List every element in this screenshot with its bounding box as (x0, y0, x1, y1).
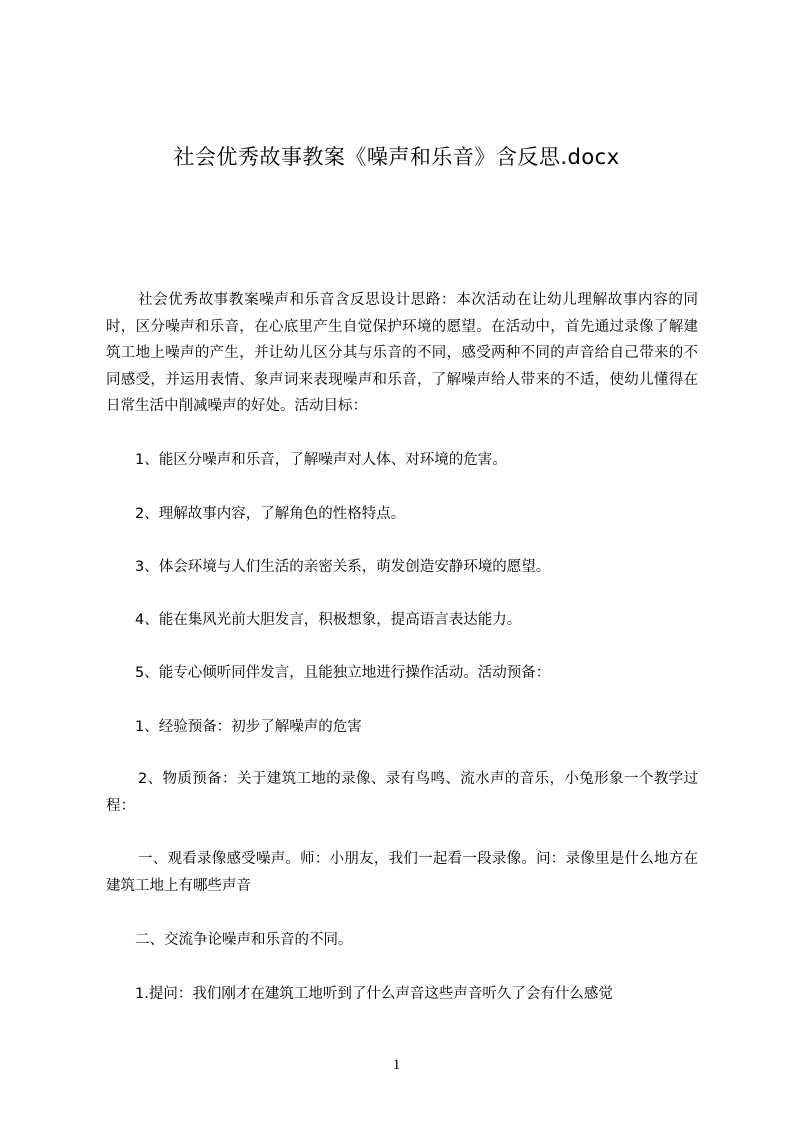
question-one: 1.提问：我们刚才在建筑工地听到了什么声音这些声音听久了会有什么感觉 (135, 986, 613, 1002)
goal-item-2: 2、理解故事内容，了解角色的性格特点。 (135, 506, 406, 522)
step-one: 一、观看录像感受噪声。师：小朋友，我们一起看一段录像。问：录像里是什么地方在建筑工地上有哪些声音 (106, 851, 698, 894)
prep-material: 2、物质预备：关于建筑工地的录像、录有鸟鸣、流水声的音乐，小兔形象一个教学过程： (106, 771, 698, 814)
intro-paragraph: 社会优秀故事教案噪声和乐音含反思设计思路：本次活动在让幼儿理解故事内容的同时，区分噪声和乐音，在心底里产生自觉保护环境的愿望。在活动中，首先通过录像了解建筑工地上噪声的产生，并让幼儿区分其与乐音的不同，感受两种不同的声音给自己带来的不同感受，并运用表情、象声词来表现噪声和乐音，了解噪声给人带来的不适，使幼儿懂得在日常生活中削减噪声的好处。活动目标： (106, 292, 698, 414)
goal-item-5: 5、能专心倾听同伴发言，且能独立地进行操作活动。活动预备： (135, 665, 551, 681)
page-number: 1 (392, 1057, 401, 1073)
goal-item-1: 1、能区分噪声和乐音，了解噪声对人体、对环境的危害。 (135, 452, 507, 468)
goal-item-4: 4、能在集风光前大胆发言，积极想象，提高语言表达能力。 (135, 612, 522, 628)
document-title: 社会优秀故事教案《噪声和乐音》含反思.docx (173, 145, 620, 169)
goal-item-3: 3、体会环境与人们生活的亲密关系，萌发创造安静环境的愿望。 (135, 559, 551, 575)
prep-experience: 1、经验预备：初步了解噪声的危害 (135, 719, 362, 735)
step-two: 二、交流争论噪声和乐音的不同。 (135, 932, 353, 948)
